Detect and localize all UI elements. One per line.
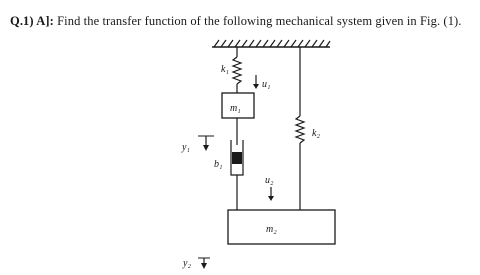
label-m2: m₂ xyxy=(266,224,277,235)
label-k2: k₂ xyxy=(312,128,320,139)
force-u1-arrow xyxy=(253,75,259,89)
label-y1: y₁ xyxy=(182,142,190,153)
damper-b1 xyxy=(231,118,243,210)
label-u2: u₂ xyxy=(265,175,274,186)
label-m1: m₁ xyxy=(230,103,241,114)
label-k1: k₁ xyxy=(221,64,229,75)
spring-k1 xyxy=(233,47,241,93)
label-b1: b₁ xyxy=(214,159,223,170)
question-number: Q.1) A]: xyxy=(10,14,54,28)
question-body: Find the transfer function of the following mechanical system given in Fig. (1). xyxy=(57,14,462,28)
force-u2-arrow xyxy=(268,187,274,201)
fixed-ceiling xyxy=(212,40,330,47)
mass-m2-block xyxy=(228,210,335,244)
label-u1: u₁ xyxy=(262,79,271,90)
spring-k2 xyxy=(296,47,304,210)
displacement-y1-arrow xyxy=(198,136,214,151)
displacement-y2-arrow xyxy=(198,258,210,269)
label-y2: y₂ xyxy=(183,258,191,269)
